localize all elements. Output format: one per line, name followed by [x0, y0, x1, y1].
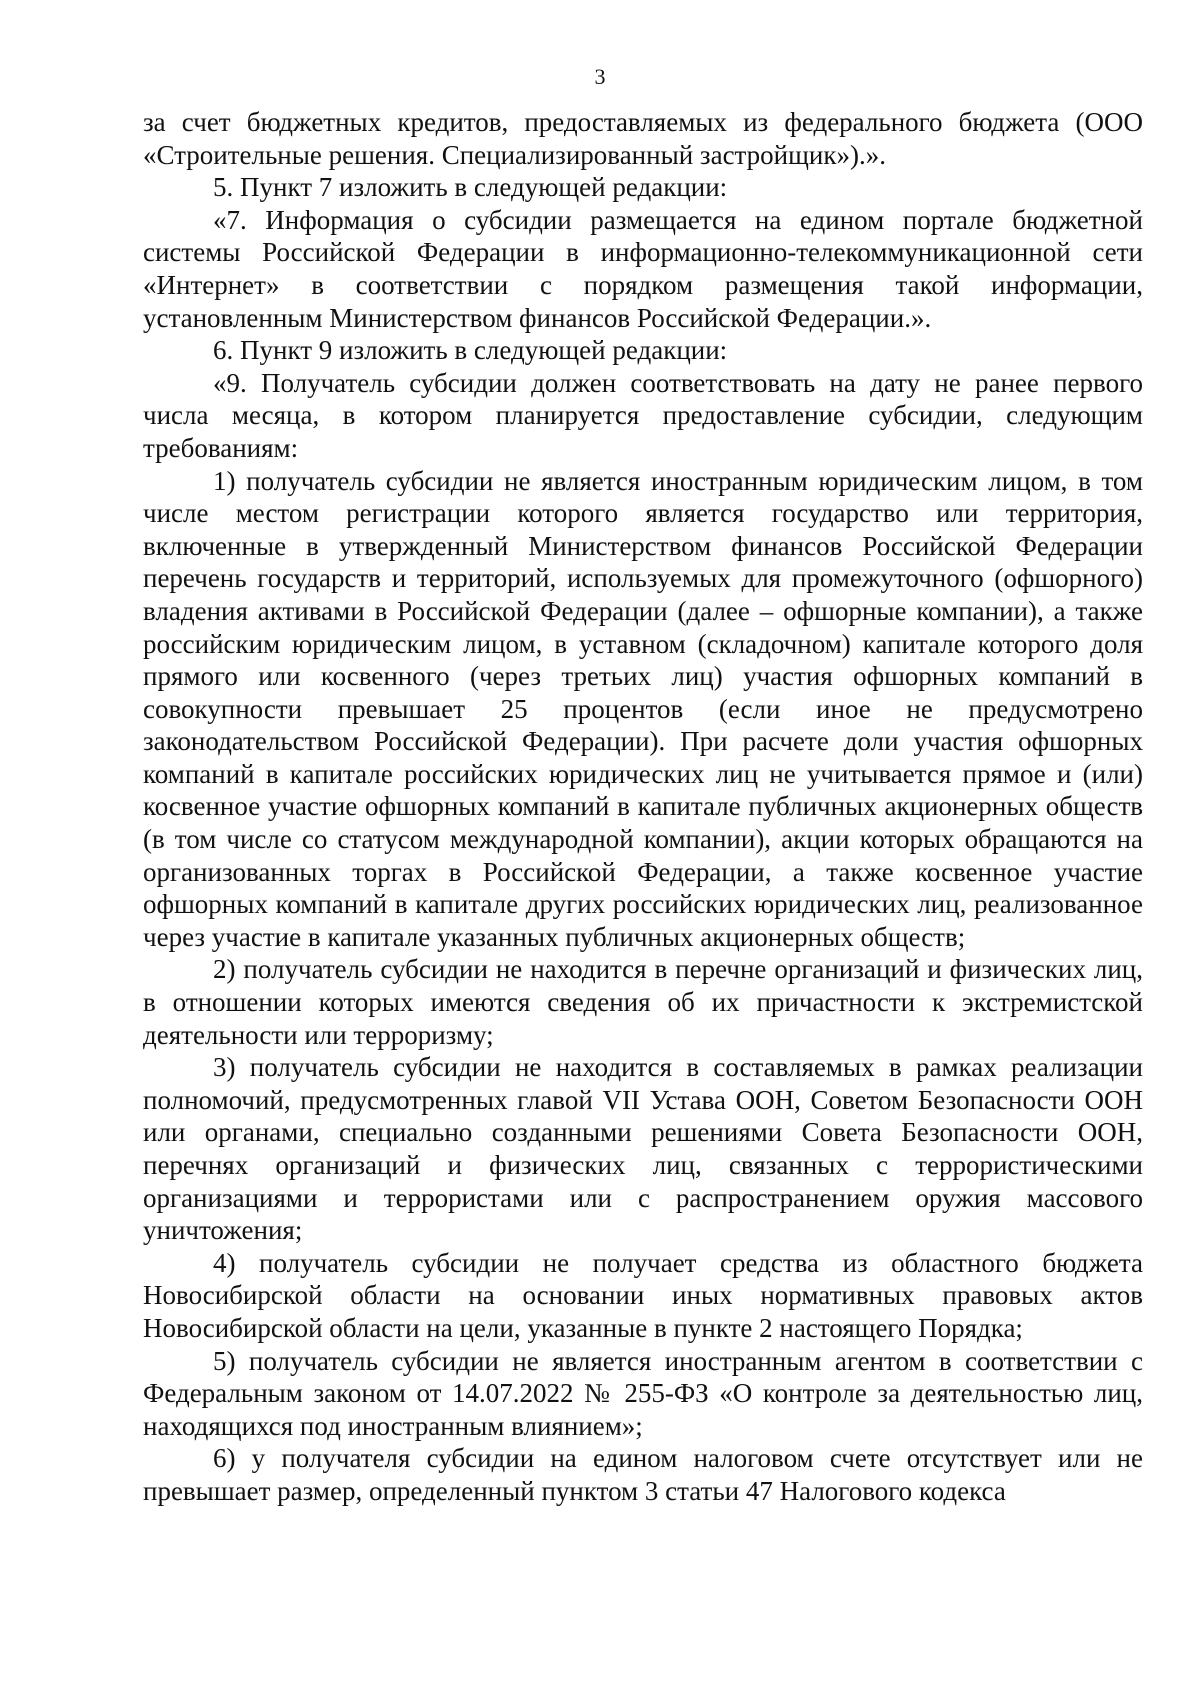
paragraph-quote-9: «9. Получатель субсидии должен соответствовать на дату не ранее первого числа месяца, в котором планируется предоставление субсидии, следующим требованиям:	[143, 367, 1143, 463]
paragraph-requirement-2: 2) получатель субсидии не находится в перечне организаций и физических лиц, в отношении которых имеются сведения об их причастности к экстремистской деятельности или терроризму;	[143, 954, 1143, 1050]
document-body	[143, 106, 1143, 1508]
page-number: 3	[594, 64, 606, 89]
paragraph-requirement-3: 3) получатель субсидии не находится в составляемых в рамках реализации полномочий, предусмотренных главой VII Устава ООН, Советом Безопасности ООН или органами, специально созданными решениями Совета Безопасности ООН, перечнях организаций и физических лиц, связанных с террористическими организациями и террористами или с распространением оружия массового уничтожения;	[143, 1052, 1143, 1246]
paragraph-requirement-6: 6) у получателя субсидии на едином налоговом счете отсутствует или не превышает размер, определенный пунктом 3 статьи 47 Налогового кодекса	[143, 1443, 1143, 1506]
paragraph-requirement-4: 4) получатель субсидии не получает средства из областного бюджета Новосибирской области на основании иных нормативных правовых актов Новосибирской области на цели, указанные в пункте 2 настоящего Порядка;	[143, 1247, 1143, 1343]
paragraph-item-6: 6. Пункт 9 изложить в следующей редакции:	[213, 335, 728, 366]
paragraph-continuation: за счет бюджетных кредитов, предоставляемых из федерального бюджета (ООО «Строительные решения. Специализированный застройщик»).».	[143, 107, 1143, 170]
paragraph-requirement-1: 1) получатель субсидии не является иностранным юридическим лицом, в том числе местом регистрации которого является государство или территория, включенные в утвержденный Министерством финансов Российской Федерации перечень государств и территорий, используемых для промежуточного (офшорного) владения активами в Российской Федерации (далее – офшорные компании), а также российским юридическим лицом, в уставном (складочном) капитале которого доля прямого или косвенного (через третьих лиц) участия офшорных компаний в совокупности превышает 25 процентов (если иное не предусмотрено законодательством Российской Федерации). При расчете доли участия офшорных компаний в капитале российских юридических лиц не учитывается прямое и (или) косвенное участие офшорных компаний в капитале публичных акционерных обществ (в том числе со статусом международной компании), акции которых обращаются на организованных торгах в Российской Федерации, а также косвенное участие офшорных компаний в капитале других российских юридических лиц, реализованное через участие в капитале указанных публичных акционерных обществ;	[143, 465, 1143, 952]
paragraph-requirement-5: 5) получатель субсидии не является иностранным агентом в соответствии с Федеральным законом от 14.07.2022 № 255-ФЗ «О контроле за деятельностью лиц, находящихся под иностранным влиянием»;	[143, 1345, 1143, 1441]
paragraph-quote-7: «7. Информация о субсидии размещается на едином портале бюджетной системы Российской Федерации в информационно-телекоммуникационной сети «Интернет» в соответствии с порядком размещения такой информации, установленным Министерством финансов Российской Федерации.».	[143, 204, 1143, 333]
paragraph-item-5: 5. Пункт 7 изложить в следующей редакции:	[213, 172, 728, 203]
